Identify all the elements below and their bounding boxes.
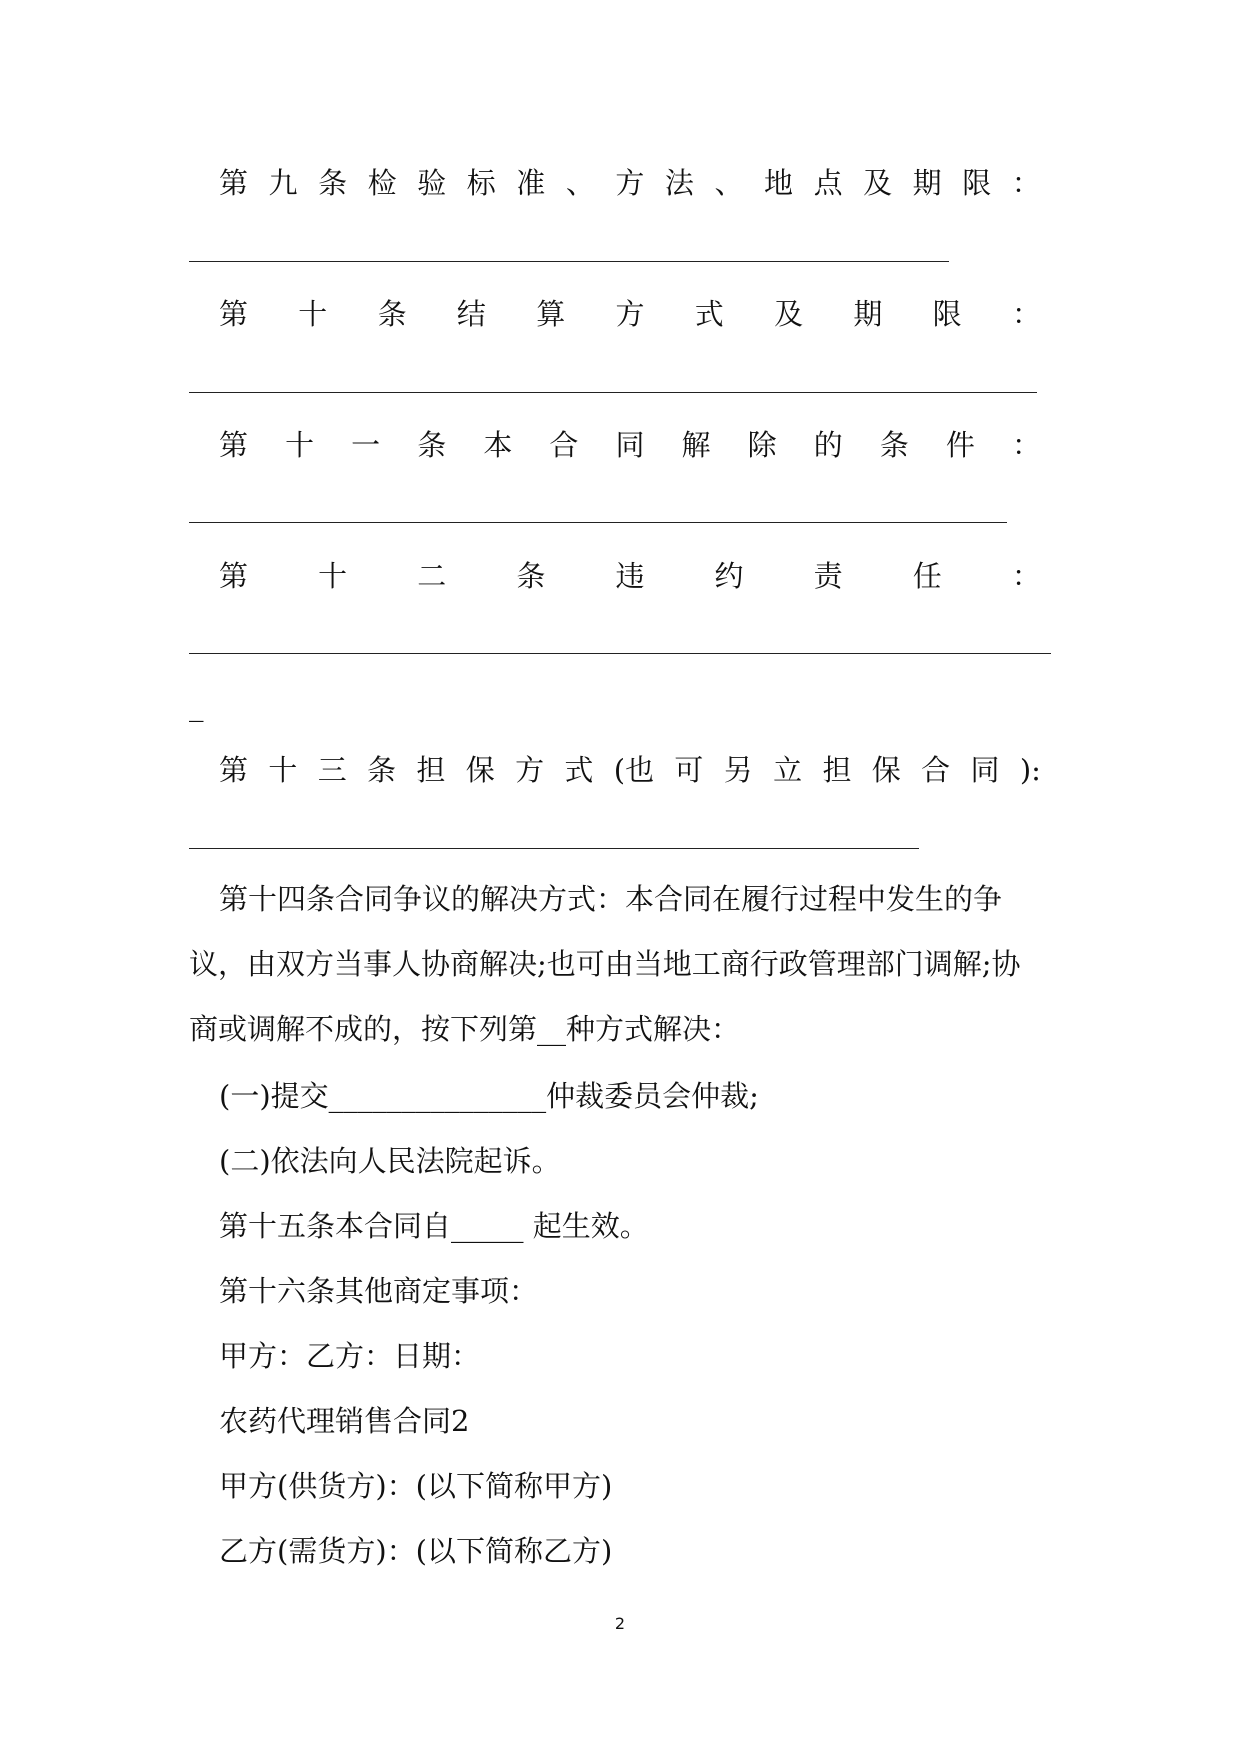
- heading-char: 除: [747, 428, 777, 462]
- heading-char: 条: [516, 559, 546, 593]
- heading-char: 方: [515, 753, 545, 787]
- heading-char: 违: [615, 559, 645, 593]
- heading-char: 一: [351, 428, 381, 462]
- heading-char: ：: [1011, 297, 1041, 331]
- signature-line: 甲方：乙方：日期：: [219, 1339, 481, 1373]
- heading-char: 限: [932, 297, 962, 331]
- heading-char: 准: [516, 166, 546, 200]
- heading-char: 法: [664, 166, 694, 200]
- article-14-paragraph: [189, 867, 1059, 1062]
- heading-char: 第: [219, 166, 249, 200]
- contract-2-title: 农药代理销售合同2: [219, 1404, 470, 1438]
- dispute-option-1: (一)提交_______________仲裁委员会仲裁;: [219, 1079, 759, 1113]
- heading-char: 解: [681, 428, 711, 462]
- heading-char: 限: [962, 166, 992, 200]
- heading-char: 检: [367, 166, 397, 200]
- heading-char: 的: [813, 428, 843, 462]
- article-10-heading: [219, 294, 1041, 334]
- heading-char: 方: [615, 166, 645, 200]
- heading-char: 约: [714, 559, 744, 593]
- heading-char: ：: [1011, 428, 1041, 462]
- heading-char: 条: [417, 428, 447, 462]
- article-13-blank-line: [189, 848, 919, 849]
- article-12-heading: [219, 556, 1041, 596]
- article-15: 第十五条本合同自_____ 起生效。: [219, 1209, 649, 1243]
- heading-char: 担: [416, 753, 446, 787]
- heading-char: 验: [417, 166, 447, 200]
- dispute-option-2: (二)依法向人民法院起诉。: [219, 1144, 561, 1178]
- heading-char: 合: [921, 753, 951, 787]
- heading-char: 及: [774, 297, 804, 331]
- heading-char: 式: [694, 297, 724, 331]
- heading-char: 责: [813, 559, 843, 593]
- heading-char: 方: [615, 297, 645, 331]
- article-14-line: 第十四条合同争议的解决方式：本合同在履行过程中发生的争: [219, 882, 1003, 916]
- heading-char: 任: [912, 559, 942, 593]
- heading-char: 条: [367, 753, 397, 787]
- heading-char: 条: [377, 297, 407, 331]
- heading-char: 二: [417, 559, 447, 593]
- heading-char: 及: [863, 166, 893, 200]
- heading-char: 保: [465, 753, 495, 787]
- heading-char: 三: [317, 753, 347, 787]
- heading-char: 点: [813, 166, 843, 200]
- article-11-heading: [219, 425, 1041, 465]
- heading-char: 立: [773, 753, 803, 787]
- heading-char: 十: [298, 297, 328, 331]
- heading-char: 条: [318, 166, 348, 200]
- article-9-heading: [219, 163, 1041, 203]
- heading-char: 期: [853, 297, 883, 331]
- article-16: 第十六条其他商定事项：: [219, 1274, 539, 1308]
- article-14-line: 商或调解不成的，按下列第__种方式解决：: [189, 1012, 741, 1046]
- heading-char: 九: [268, 166, 298, 200]
- heading-char: 标: [466, 166, 496, 200]
- heading-char: ：: [1011, 166, 1041, 200]
- article-10-blank-line: [189, 392, 1037, 393]
- heading-char: 合: [549, 428, 579, 462]
- heading-char: 期: [912, 166, 942, 200]
- heading-char: 可: [674, 753, 704, 787]
- heading-char: 同: [615, 428, 645, 462]
- heading-char: 第: [219, 559, 249, 593]
- heading-char: 担: [822, 753, 852, 787]
- heading-char: 第: [219, 428, 249, 462]
- heading-char: 、: [565, 166, 595, 200]
- heading-char: 十: [285, 428, 315, 462]
- article-13-heading: [219, 750, 1041, 790]
- heading-char: 第: [219, 297, 249, 331]
- heading-char: 保: [871, 753, 901, 787]
- heading-char: ：: [1011, 559, 1041, 593]
- heading-char: 同: [970, 753, 1000, 787]
- heading-char: 算: [536, 297, 566, 331]
- party-a-line: 甲方(供货方)：(以下简称甲方): [219, 1469, 613, 1503]
- heading-char: 地: [764, 166, 794, 200]
- article-12-blank-tail: _: [189, 688, 204, 722]
- heading-char: (也: [613, 753, 655, 787]
- article-11-blank-line: [189, 522, 1007, 523]
- article-9-blank-line: [189, 261, 949, 262]
- party-b-line: 乙方(需货方)：(以下简称乙方): [219, 1534, 613, 1568]
- heading-char: 条: [879, 428, 909, 462]
- heading-char: 第: [219, 753, 249, 787]
- page-number: 2: [614, 1614, 626, 1633]
- heading-char: 十: [318, 559, 348, 593]
- heading-char: 本: [483, 428, 513, 462]
- heading-char: ):: [1019, 753, 1041, 787]
- heading-char: 另: [723, 753, 753, 787]
- article-12-blank-line: [189, 653, 1051, 654]
- heading-char: 十: [268, 753, 298, 787]
- article-14-line: 议，由双方当事人协商解决;也可由当地工商行政管理部门调解;协: [189, 947, 1021, 981]
- heading-char: 结: [456, 297, 486, 331]
- heading-char: 件: [945, 428, 975, 462]
- heading-char: 、: [714, 166, 744, 200]
- heading-char: 式: [564, 753, 594, 787]
